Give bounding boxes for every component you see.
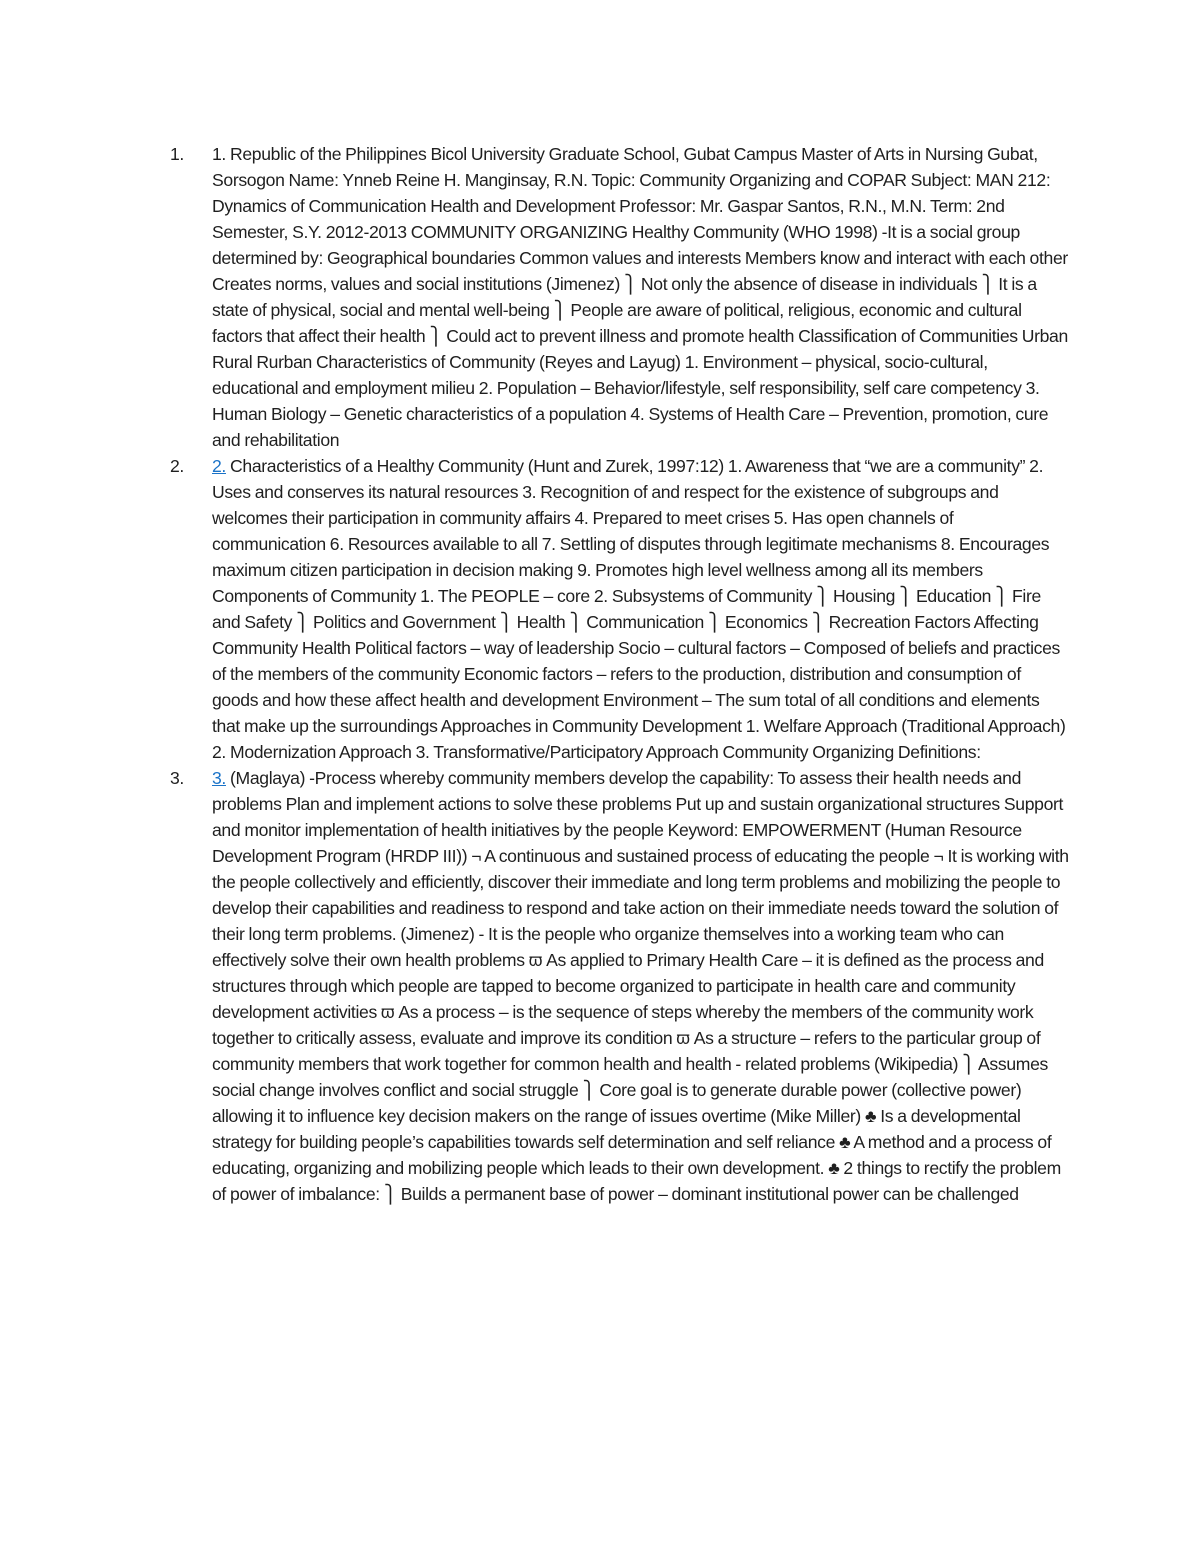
list-item <box>170 141 1070 453</box>
document-list <box>170 141 1070 1207</box>
list-item-number: 1. <box>170 144 184 164</box>
list-item-number: 3. <box>170 768 184 788</box>
item-link[interactable]: 3. <box>212 768 226 788</box>
list-item-text <box>212 765 1070 1207</box>
list-item-content: (Maglaya) -Process whereby community members develop the capability: To assess their health needs and problems Plan and implement actions to solve these problems Put up and sustain organizational structures Support and monitor implementation of health initiatives by the people Keyword: EMPOWERMENT (Human Resource Development Program (HRDP III)) ¬ A continuous and sustained process of educating the people ¬ It is working with the people collectively and efficiently, discover their immediate and long term problems and mobilizing the people to develop their capabilities and readiness to respond and take action on their immediate needs toward the solution of their long term problems. (Jimenez) - It is the people who organize themselves into a working team who can effectively solve their own health problems ϖ As applied to Primary Health Care – it is defined as the process and structures through which people are tapped to become organized to participate in health care and community development activities ϖ As a process – is the sequence of steps whereby the members of the community work together to critically assess, evaluate and improve its condition ϖ As a structure – refers to the particular group of community members that work together for common health and health - related problems (Wikipedia) ⎫ Assumes social change involves conflict and social struggle ⎫ Core goal is to generate durable power (collective power) allowing it to influence key decision makers on the range of issues overtime (Mike Miller) ♣ Is a developmental strategy for building people’s capabilities towards self determination and self reliance ♣ A method and a process of educating, organizing and mobilizing people which leads to their own development. ♣ 2 things to rectify the problem of power of imbalance: ⎫ Builds a permanent base of power – dominant institutional power can be challenged <box>212 768 1069 1204</box>
list-item-content: 1. Republic of the Philippines Bicol University Graduate School, Gubat Campus Master of Arts in Nursing Gubat, Sorsogon Name: Ynneb Reine H. Manginsay, R.N. Topic: Community Organizing and COPAR Subject: MAN 212: Dynamics of Communication Health and Development Professor: Mr. Gaspar Santos, R.N., M.N. Term: 2nd Semester, S.Y. 2012-2013 COMMUNITY ORGANIZING Healthy Community (WHO 1998) -It is a social group determined by: Geographical boundaries Common values and interests Members know and interact with each other Creates norms, values and social institutions (Jimenez) ⎫ Not only the absence of disease in individuals ⎫ It is a state of physical, social and mental well-being ⎫ People are aware of political, religious, economic and cultural factors that affect their health ⎫ Could act to prevent illness and promote health Classification of Communities Urban Rural Rurban Characteristics of Community (Reyes and Layug) 1. Environment – physical, socio-cultural, educational and employment milieu 2. Population – Behavior/lifestyle, self responsibility, self care competency 3. Human Biology – Genetic characteristics of a population 4. Systems of Health Care – Prevention, promotion, cure and rehabilitation <box>212 144 1068 450</box>
list-item-text <box>212 453 1070 765</box>
list-item <box>170 453 1070 765</box>
list-item-number: 2. <box>170 456 184 476</box>
list-item <box>170 765 1070 1207</box>
item-link[interactable]: 2. <box>212 456 226 476</box>
list-item-content: Characteristics of a Healthy Community (Hunt and Zurek, 1997:12) 1. Awareness that “we are a community” 2. Uses and conserves its natural resources 3. Recognition of and respect for the existence of subgroups and welcomes their participation in community affairs 4. Prepared to meet crises 5. Has open channels of communication 6. Resources available to all 7. Settling of disputes through legitimate mechanisms 8. Encourages maximum citizen participation in decision making 9. Promotes high level wellness among all its members Components of Community 1. The PEOPLE – core 2. Subsystems of Community ⎫ Housing ⎫ Education ⎫ Fire and Safety ⎫ Politics and Government ⎫ Health ⎫ Communication ⎫ Economics ⎫ Recreation Factors Affecting Community Health Political factors – way of leadership Socio – cultural factors – Composed of beliefs and practices of the members of the community Economic factors – refers to the production, distribution and consumption of goods and how these affect health and development Environment – The sum total of all conditions and elements that make up the surroundings Approaches in Community Development 1. Welfare Approach (Traditional Approach) 2. Modernization Approach 3. Transformative/Participatory Approach Community Organizing Definitions: <box>212 456 1066 762</box>
list-item-text <box>212 141 1070 453</box>
